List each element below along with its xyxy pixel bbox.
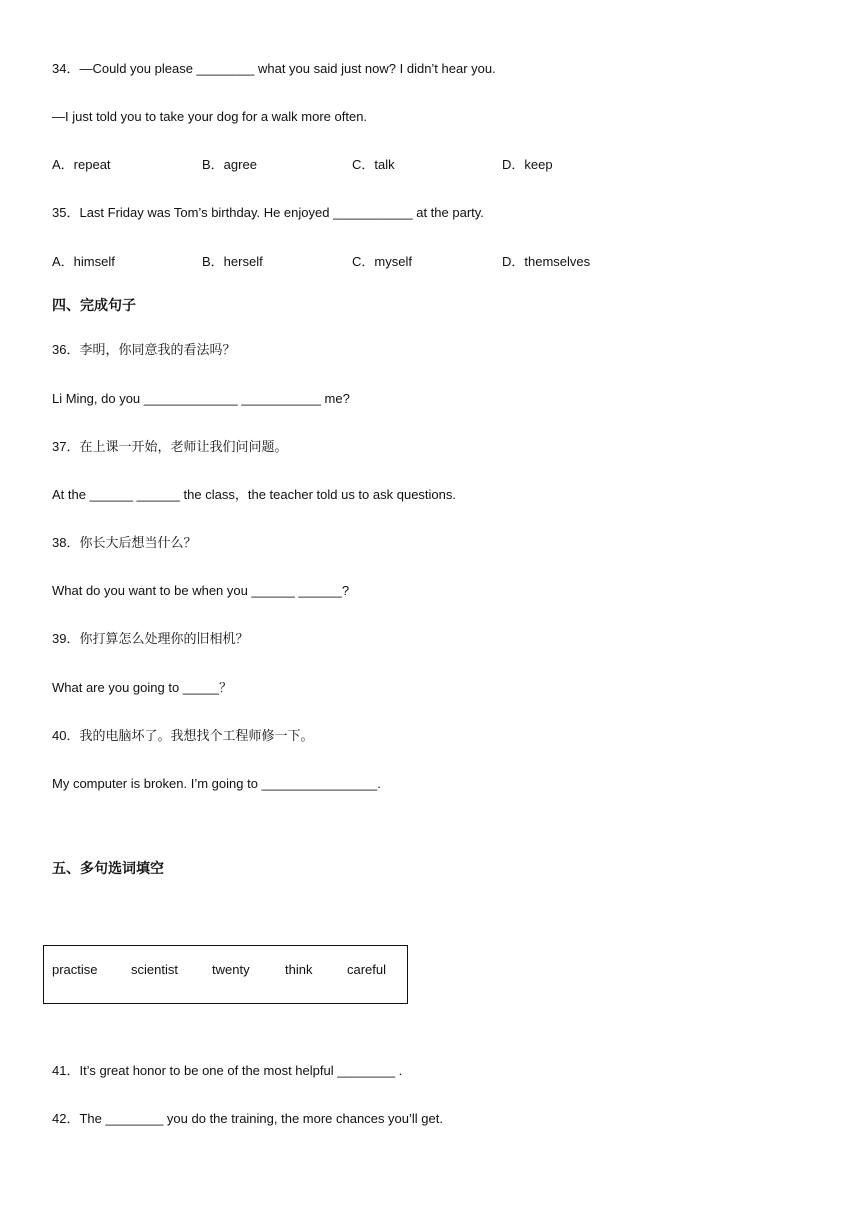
word-bank-item: think — [285, 962, 313, 977]
q35-options — [52, 253, 672, 271]
q34-reply: —I just told you to take your dog for a walk more often. — [52, 109, 368, 124]
word-bank-item: scientist — [131, 962, 178, 977]
q40-english: My computer is broken. I’m going to ________________. — [52, 776, 381, 791]
word-bank-item: careful — [347, 962, 387, 977]
q35-prompt: 35．Last Friday was Tom’s birthday. He enjoyed ___________ at the party. — [52, 205, 484, 220]
q41-prompt: 41．It’s great honor to be one of the most helpful ________ . — [52, 1063, 403, 1078]
q39-english: What are you going to _____？ — [52, 680, 232, 695]
q38-chinese: 38．你长大后想当什么？ — [52, 535, 197, 550]
q34-option-c[interactable]: C．talk — [352, 157, 395, 172]
q35-option-a[interactable]: A．himself — [52, 254, 115, 269]
q35-option-c[interactable]: C．myself — [352, 254, 412, 269]
q37-english: At the ______ ______ the class，the teacher told us to ask questions. — [52, 487, 456, 502]
q37-chinese: 37．在上课一开始，老师让我们问问题。 — [52, 439, 288, 454]
q36-chinese: 36．李明，你同意我的看法吗？ — [52, 342, 236, 357]
q34-option-b[interactable]: B．agree — [202, 157, 257, 172]
q34-options — [52, 156, 672, 174]
q35-option-b[interactable]: B．herself — [202, 254, 263, 269]
word-bank-item: twenty — [212, 962, 250, 977]
word-bank-item: practise — [52, 962, 98, 977]
q34-option-a[interactable]: A．repeat — [52, 157, 111, 172]
word-bank-box — [43, 945, 408, 1004]
section-5-heading: 五、多句选词填空 — [52, 861, 164, 877]
q34-prompt: 34．—Could you please ________ what you said just now? I didn’t hear you. — [52, 61, 496, 76]
q36-english: Li Ming, do you _____________ ___________ me? — [52, 391, 350, 406]
q39-chinese: 39．你打算怎么处理你的旧相机？ — [52, 631, 249, 646]
q34-option-d[interactable]: D．keep — [502, 157, 553, 172]
q40-chinese: 40．我的电脑坏了。我想找个工程师修一下。 — [52, 728, 314, 743]
q38-english: What do you want to be when you ______ ______? — [52, 583, 350, 598]
q42-prompt: 42．The ________ you do the training, the more chances you’ll get. — [52, 1111, 443, 1126]
section-4-heading: 四、完成句子 — [52, 298, 136, 314]
q35-option-d[interactable]: D．themselves — [502, 254, 591, 269]
